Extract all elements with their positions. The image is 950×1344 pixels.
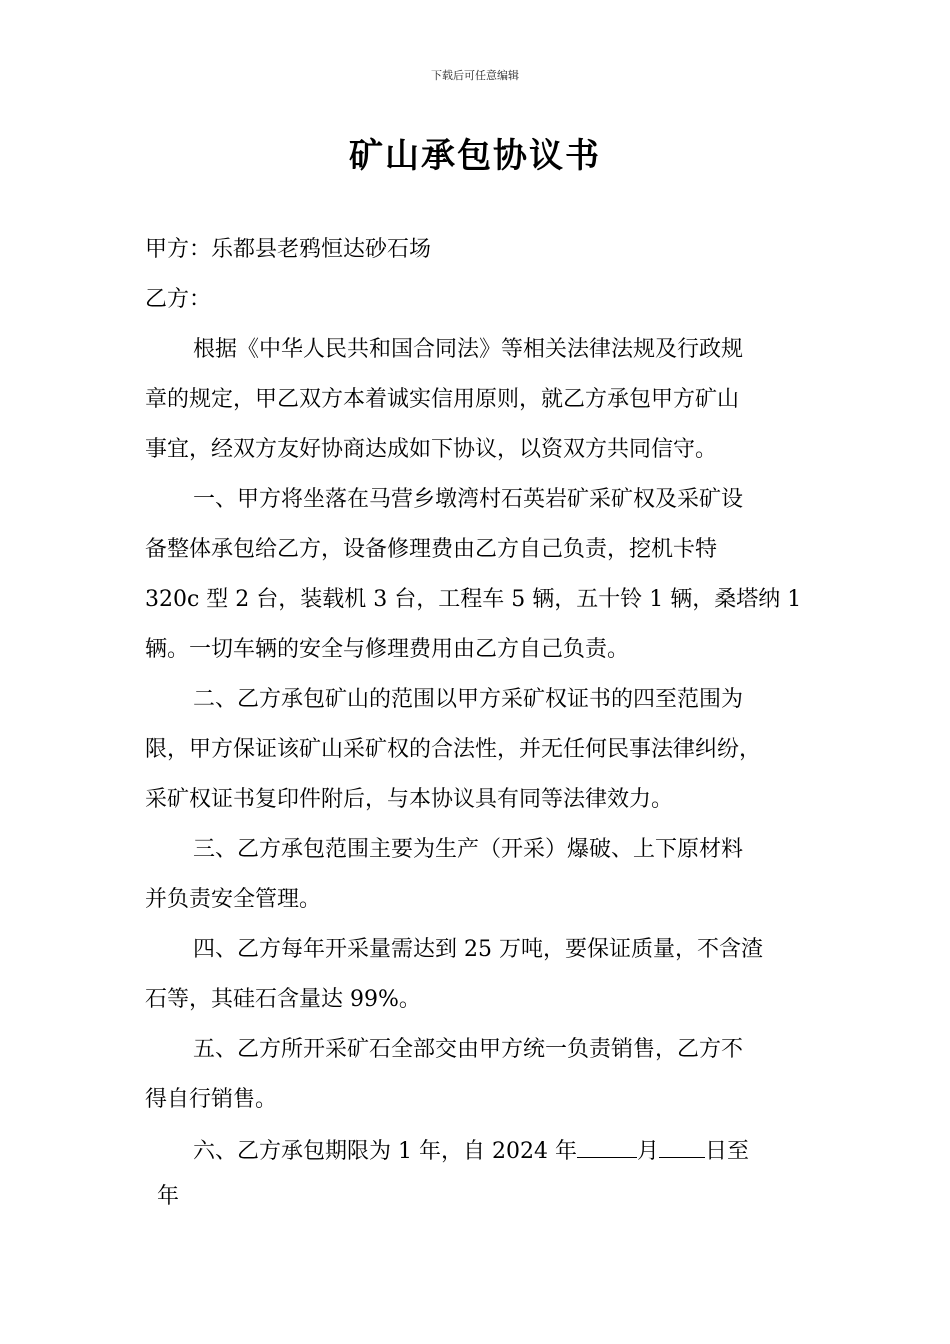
clause-3-line-2: 并负责安全管理。 [145, 887, 322, 912]
clause-4-line-2: 石等，其硅石含量达 99%。 [145, 987, 421, 1012]
clause-5-line-1: 五、乙方所开采矿石全部交由甲方统一负责销售，乙方不 [193, 1037, 744, 1062]
header-note: 下载后可任意编辑 [431, 69, 519, 82]
intro-line-2: 章的规定，甲乙双方本着诚实信用原则，就乙方承包甲方矿山 [145, 387, 740, 412]
intro-line-3: 事宜，经双方友好协商达成如下协议，以资双方共同信守。 [145, 437, 718, 462]
clause-6-text-start: 六、乙方承包期限为 1 年，自 2024 年 [193, 1139, 577, 1164]
clause-6-line-1 [193, 1135, 749, 1167]
party-a-line: 甲方：乐都县老鸦恒达砂石场 [145, 237, 432, 262]
clause-1-line-2: 备整体承包给乙方，设备修理费由乙方自己负责，挖机卡特 [145, 537, 718, 562]
document-title: 矿山承包协议书 [349, 136, 601, 176]
clause-6-line-2: 年 [157, 1184, 180, 1209]
clause-4-line-1: 四、乙方每年开采量需达到 25 万吨，要保证质量，不含渣 [193, 937, 763, 962]
clause-3-line-1: 三、乙方承包范围主要为生产（开采）爆破、上下原材料 [193, 837, 744, 862]
intro-line-1: 根据《中华人民共和国合同法》等相关法律法规及行政规 [193, 337, 744, 362]
clause-6-day-label: 日至 [704, 1139, 749, 1164]
month-blank [577, 1135, 637, 1158]
clause-5-line-2: 得自行销售。 [145, 1087, 278, 1112]
clause-1-line-4: 辆。一切车辆的安全与修理费用由乙方自己负责。 [145, 637, 630, 662]
party-b-line: 乙方： [145, 287, 212, 312]
clause-6-month-label: 月 [636, 1139, 659, 1164]
clause-2-line-3: 采矿权证书复印件附后，与本协议具有同等法律效力。 [145, 787, 674, 812]
clause-1-line-3: 320c 型 2 台，装载机 3 台，工程车 5 辆，五十铃 1 辆，桑塔纳 1 [145, 587, 802, 612]
clause-1-line-1: 一、甲方将坐落在马营乡墩湾村石英岩矿采矿权及采矿设 [193, 487, 744, 512]
clause-2-line-2: 限，甲方保证该矿山采矿权的合法性，并无任何民事法律纠纷， [145, 737, 762, 762]
day-blank [659, 1135, 705, 1158]
clause-2-line-1: 二、乙方承包矿山的范围以甲方采矿权证书的四至范围为 [193, 687, 744, 712]
